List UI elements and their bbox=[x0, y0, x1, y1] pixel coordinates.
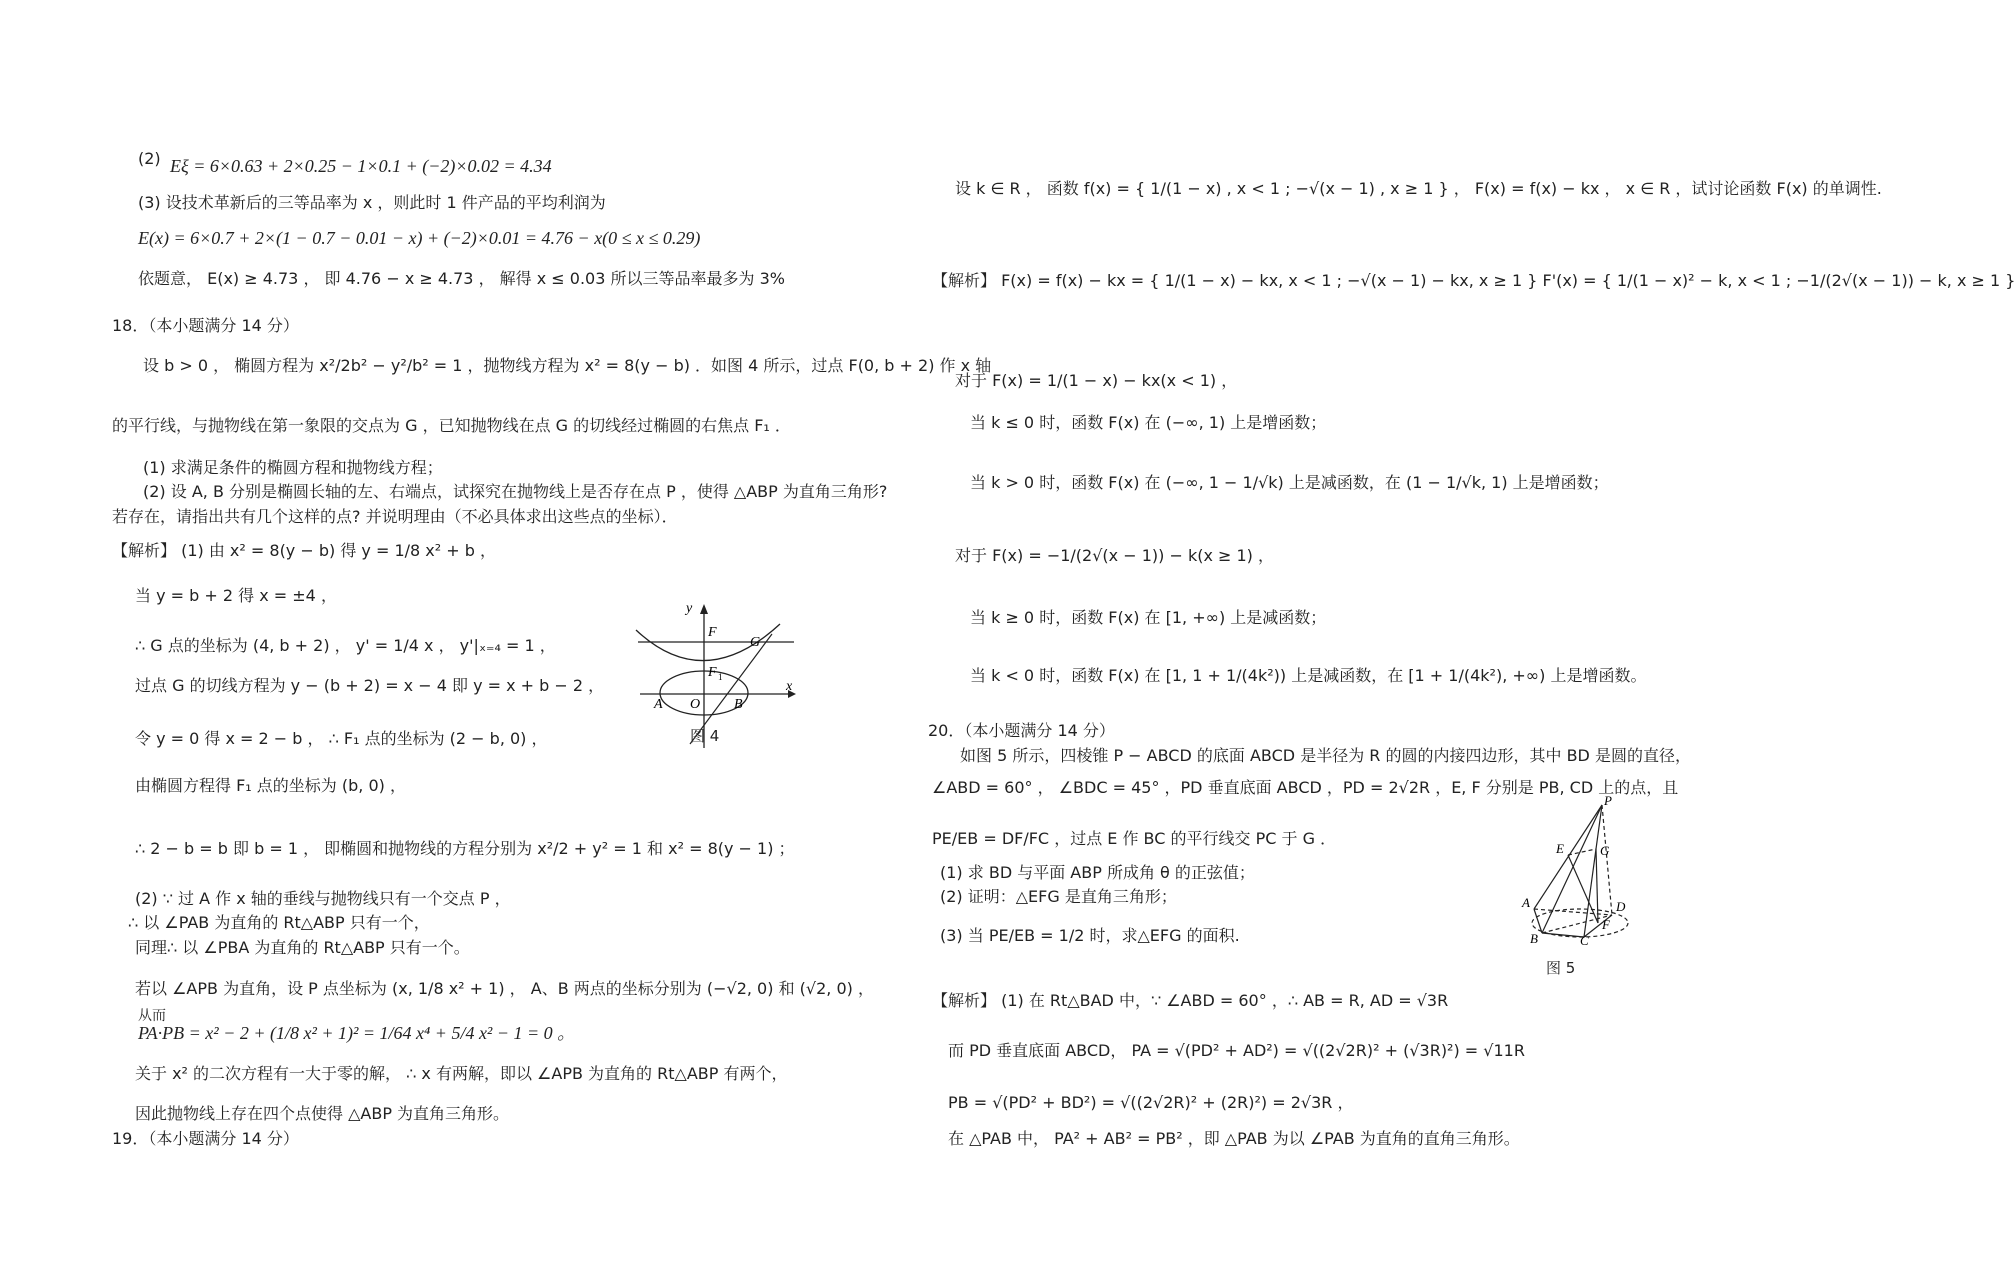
question-20-part-3: (3) 当 PE/EB = 1/2 时，求△EFG 的面积. bbox=[940, 926, 1240, 945]
solution-20-step-4: 在 △PAB 中， PA² + AB² = PB² ，即 △PAB 为以 ∠PAB 为直角的直角三角形。 bbox=[948, 1129, 1520, 1148]
solution-20-step-2: 而 PD 垂直底面 ABCD， PA = √(PD² + AD²) = √((2√2R)² + (√3R)²) = √11R bbox=[948, 1041, 1525, 1060]
question-20-stem-3: PE/EB = DF/FC ，过点 E 作 BC 的平行线交 PC 于 G ． bbox=[932, 829, 1337, 848]
solution-18-step-2: 当 y = b + 2 得 x = ±4 ， bbox=[135, 586, 337, 605]
solution-18-step-1: 【解析】 (1) 由 x² = 8(y − b) 得 y = 1/8 x² + b ， bbox=[112, 541, 497, 560]
question-20-heading: 20．（本小题满分 14 分） bbox=[928, 721, 1115, 740]
fig5-label-c: C bbox=[1580, 933, 1589, 948]
solution-19-derivative: 【解析】 F(x) = f(x) − kx = { 1/(1 − x) − kx, x < 1 ; −√(x − 1) − kx, x ≥ 1 } F'(x) = { 1/(1 − x)² − k, x < 1 ; −1/(2√(x − 1)) − k, x ≥ 1 } bbox=[932, 271, 2015, 290]
solution-20-step-1: 【解析】 (1) 在 Rt△BAD 中，∵ ∠ABD = 60° ，∴ AB = R, AD = √3R bbox=[932, 991, 1449, 1010]
fig4-label-f1: F bbox=[708, 665, 717, 680]
question-18-stem-2: 的平行线，与抛物线在第一象限的交点为 G ，已知抛物线在点 G 的切线经过椭圆的右焦点 F₁ ． bbox=[112, 416, 791, 435]
expectation-function: E(x) = 6×0.7 + 2×(1 − 0.7 − 0.01 − x) + (−2)×0.01 = 4.76 − x(0 ≤ x ≤ 0.29) bbox=[138, 228, 701, 248]
solution-18-step-12-label: 从而 bbox=[138, 1008, 166, 1024]
solution-19-k-le-0: 当 k ≤ 0 时，函数 F(x) 在 (−∞, 1) 上是增函数； bbox=[970, 413, 1327, 432]
question-20-part-1: (1) 求 BD 与平面 ABP 所成角 θ 的正弦值； bbox=[940, 863, 1255, 882]
solution-19-k-lt-0: 当 k < 0 时，函数 F(x) 在 [1, 1 + 1/(4k²)) 上是减函数，在 [1 + 1/(4k²), +∞) 上是增函数。 bbox=[970, 666, 1647, 685]
fig4-label-g: G bbox=[750, 635, 761, 650]
solution-18-step-9: ∴ 以 ∠PAB 为直角的 Rt△ABP 只有一个， bbox=[128, 913, 430, 932]
fig5-label-g: G bbox=[1600, 843, 1610, 858]
solution-18-step-12: PA·PB = x² − 2 + (1/8 x² + 1)² = 1/64 x⁴ + 5/4 x² − 1 = 0 。 bbox=[138, 1023, 576, 1043]
expectation-formula: Eξ = 6×0.63 + 2×0.25 − 1×0.1 + (−2)×0.02 = 4.34 bbox=[170, 156, 552, 176]
solution-20-step-3: PB = √(PD² + BD²) = √((2√2R)² + (2R)²) = 2√3R ， bbox=[948, 1093, 1354, 1112]
solution-19-k-gt-0: 当 k > 0 时，函数 F(x) 在 (−∞, 1 − 1/√k) 上是减函数，在 (1 − 1/√k, 1) 上是增函数； bbox=[970, 473, 1609, 492]
question-18-part-1: (1) 求满足条件的椭圆方程和抛物线方程； bbox=[143, 458, 443, 477]
fig5-label-d: D bbox=[1616, 899, 1626, 914]
solution-19-case-1: 对于 F(x) = 1/(1 − x) − kx(x < 1) ， bbox=[955, 371, 1238, 390]
fig4-label-a: A bbox=[654, 697, 663, 712]
fig4-label-f1-subscript: 1 bbox=[718, 672, 723, 682]
question-18-part-2-cont: 若存在，请指出共有几个这样的点? 并说明理由（不必具体求出这些点的坐标）． bbox=[112, 507, 678, 526]
left-column bbox=[0, 0, 992, 1286]
solution-18-step-11: 若以 ∠APB 为直角，设 P 点坐标为 (x, 1/8 x² + 1) ， A、B 两点的坐标分别为 (−√2, 0) 和 (√2, 0) ， bbox=[135, 979, 874, 998]
fig5-label-a: A bbox=[1522, 895, 1530, 910]
solution-19-k-ge-0: 当 k ≥ 0 时，函数 F(x) 在 [1, +∞) 上是减函数； bbox=[970, 608, 1327, 627]
figure-5-pyramid bbox=[1520, 793, 1650, 948]
fig5-label-b: B bbox=[1530, 931, 1538, 946]
fig4-label-y: y bbox=[686, 601, 693, 616]
part-3-text: (3) 设技术革新后的三等品率为 x ，则此时 1 件产品的平均利润为 bbox=[138, 193, 606, 212]
figure-5-caption: 图 5 bbox=[1546, 959, 1576, 977]
part-2-label: (2) bbox=[138, 149, 161, 168]
solution-18-step-7: ∴ 2 − b = b 即 b = 1 ， 即椭圆和抛物线的方程分别为 x²/2 + y² = 1 和 x² = 8(y − 1) ； bbox=[135, 839, 795, 858]
solution-18-step-8: (2) ∵ 过 A 作 x 轴的垂线与抛物线只有一个交点 P ， bbox=[135, 889, 511, 908]
solution-19-case-2: 对于 F(x) = −1/(2√(x − 1)) − k(x ≥ 1) ， bbox=[955, 546, 1275, 565]
fig4-label-x: x bbox=[786, 679, 793, 694]
question-19-heading: 19．（本小题满分 14 分） bbox=[112, 1129, 299, 1148]
question-20-stem-1: 如图 5 所示，四棱锥 P − ABCD 的底面 ABCD 是半径为 R 的圆的内接四边形，其中 BD 是圆的直径， bbox=[960, 746, 1691, 765]
right-column bbox=[910, 0, 2015, 1286]
fig5-label-p: P bbox=[1604, 793, 1612, 808]
fig5-label-f: F bbox=[1602, 917, 1610, 932]
solution-18-step-5: 令 y = 0 得 x = 2 − b ， ∴ F₁ 点的坐标为 (2 − b, 0) ， bbox=[135, 729, 548, 748]
fig4-label-b: B bbox=[734, 697, 743, 712]
solution-18-step-6: 由椭圆方程得 F₁ 点的坐标为 (b, 0) ， bbox=[135, 776, 406, 795]
question-18-stem-1: 设 b > 0 ， 椭圆方程为 x²/2b² − y²/b² = 1 ，抛物线方程为 x² = 8(y − b) ．如图 4 所示，过点 F(0, b + 2) 作 x 轴 bbox=[143, 356, 992, 375]
solution-18-step-3: ∴ G 点的坐标为 (4, b + 2) ， y' = 1/4 x ， y'|ₓ₌₄ = 1 ， bbox=[135, 636, 556, 655]
fig5-label-e: E bbox=[1556, 841, 1564, 856]
question-20-stem-2: ∠ABD = 60° ， ∠BDC = 45° ，PD 垂直底面 ABCD ，PD = 2√2R ，E, F 分别是 PB, CD 上的点，且 bbox=[932, 778, 1679, 797]
fig4-label-f: F bbox=[708, 625, 717, 640]
question-18-heading: 18．（本小题满分 14 分） bbox=[112, 316, 299, 335]
question-18-part-2: (2) 设 A, B 分别是椭圆长轴的左、右端点，试探究在抛物线上是否存在点 P ，使得 △ABP 为直角三角形? bbox=[143, 482, 888, 501]
fig4-label-o: O bbox=[690, 697, 701, 712]
solution-18-step-10: 同理∴ 以 ∠PBA 为直角的 Rt△ABP 只有一个。 bbox=[135, 938, 470, 957]
solution-18-step-4: 过点 G 的切线方程为 y − (b + 2) = x − 4 即 y = x + b − 2 ， bbox=[135, 676, 605, 695]
solution-18-step-13: 关于 x² 的二次方程有一大于零的解， ∴ x 有两解，即以 ∠APB 为直角的 Rt△ABP 有两个， bbox=[135, 1064, 788, 1083]
question-19-stem: 设 k ∈ R ， 函数 f(x) = { 1/(1 − x) , x < 1 ; −√(x − 1) , x ≥ 1 } ， F(x) = f(x) − kx ， x ∈ R ，试讨论函数 F(x) 的单调性. bbox=[955, 179, 1882, 198]
solution-18-step-14: 因此抛物线上存在四个点使得 △ABP 为直角三角形。 bbox=[135, 1104, 510, 1123]
question-20-part-2: (2) 证明：△EFG 是直角三角形； bbox=[940, 887, 1177, 906]
inequality-conclusion: 依题意， E(x) ≥ 4.73 ， 即 4.76 − x ≥ 4.73 ， 解得 x ≤ 0.03 所以三等品率最多为 3% bbox=[138, 269, 785, 288]
figure-4-caption: 图 4 bbox=[690, 727, 720, 745]
